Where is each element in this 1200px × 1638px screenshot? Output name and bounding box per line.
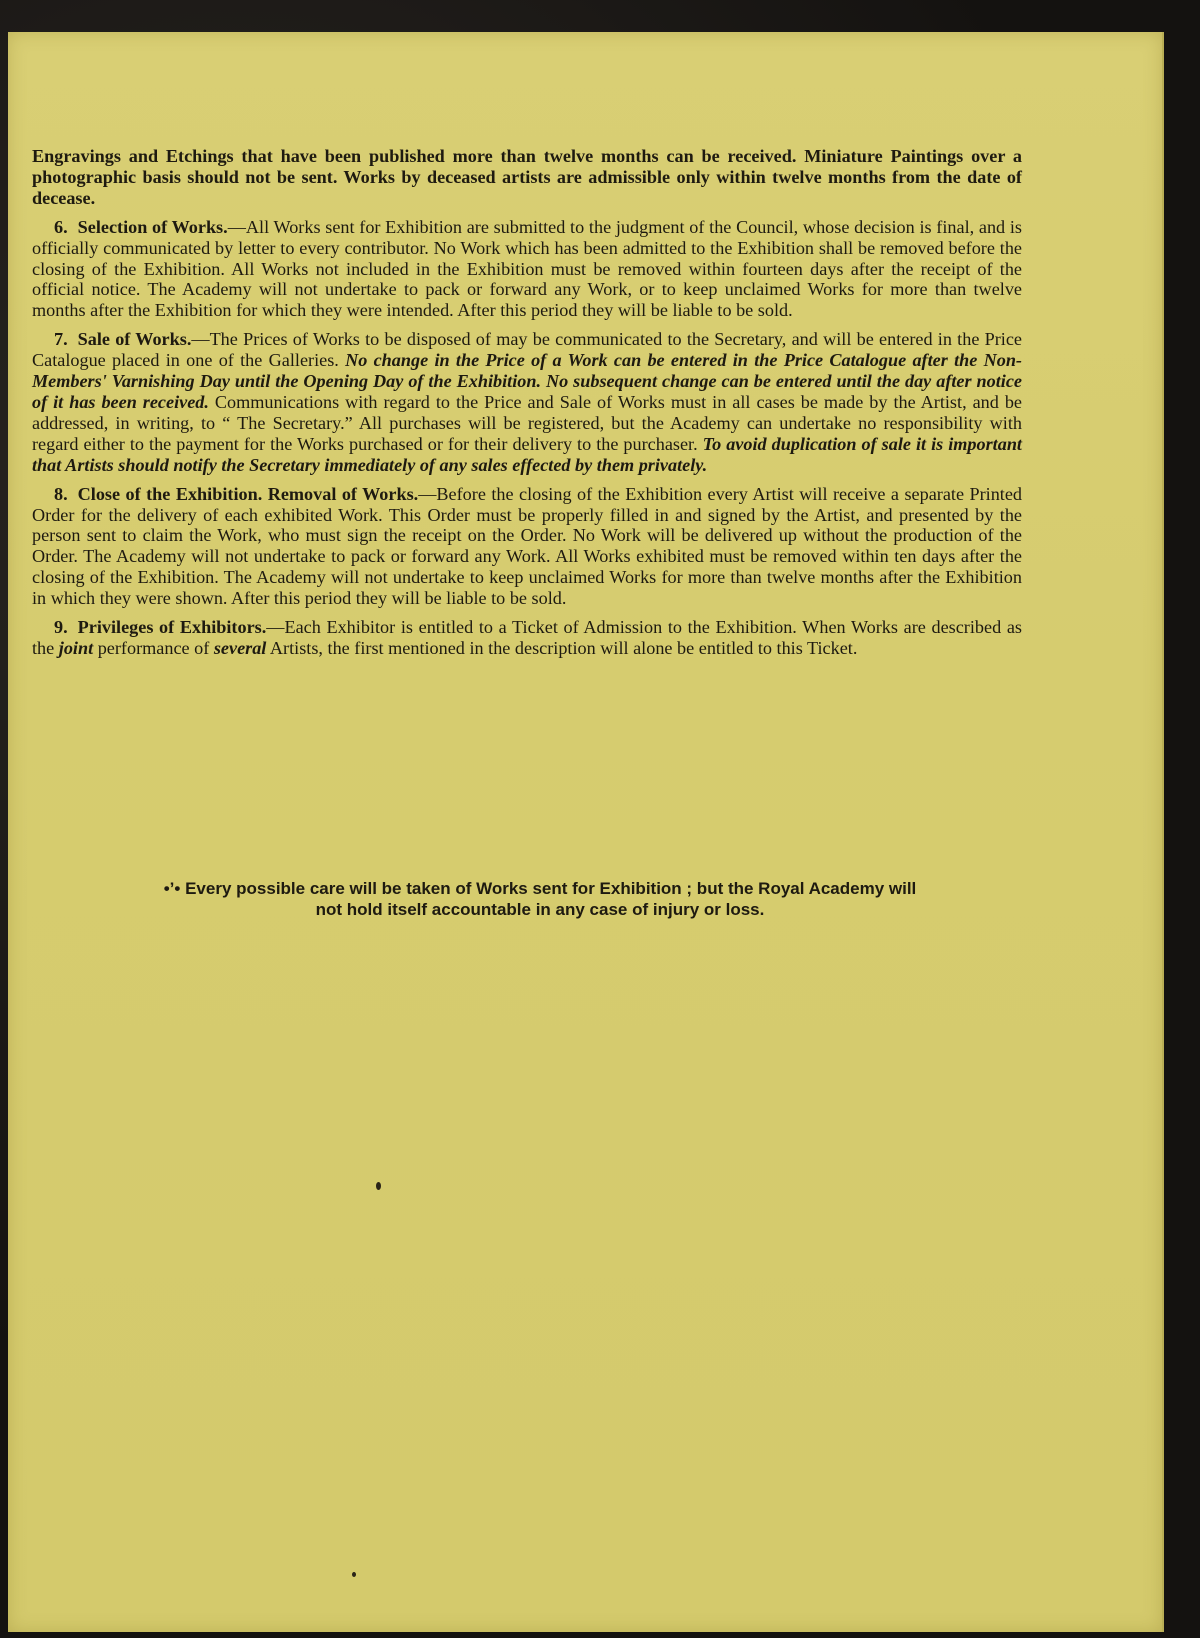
paragraph-number: 9. (54, 617, 68, 638)
paper-speck (376, 1182, 381, 1190)
paragraph-body: —Before the closing of the Exhibition every Artist will receive a separate Printed Order for the delivery of each exhibited Work. This Order must be properly filled in and signed by the Artist, and presented by the person sent to claim the Work, who must sign the receipt on the Order. No Work will be delivered up without the production of the Order. The Academy will not undertake to pack or forward any Work. All Works exhibited must be removed within ten days after the closing of the Exhibition. The Academy will not undertake to keep unclaimed Works for more than twelve months after the Exhibition in which they were shown. After this period they will be liable to be sold. (32, 483, 1023, 609)
paragraph-8 (32, 484, 1022, 609)
notice-line-1: •’• Every possible care will be taken of Works sent for Exhibition ; but the Royal Academy will (163, 879, 917, 898)
paragraph-italic: joint (58, 637, 94, 658)
paragraph-body: —Each Exhibitor is entitled to a Ticket of Admission to the Exhibition. When Works are described as the (32, 617, 1022, 658)
paragraph-italic: No change in the Price of a Work can be entered in the Price Catalogue after the Non-Members' Varnishing Day until the Opening Day of the Exhibition. No subsequent change can be entered until the day after notice of it has been received. (32, 350, 1022, 412)
paragraph-9 (32, 617, 1022, 659)
paragraph-heading: Sale of Works. (77, 329, 192, 350)
paragraph-italic: several (213, 637, 267, 658)
paragraph-heading: Privileges of Exhibitors. (77, 617, 267, 638)
document-page (8, 32, 1164, 1632)
notice-line-2: not hold itself accountable in any case of injury or loss. (315, 900, 765, 919)
intro-paragraph: Engravings and Etchings that have been published more than twelve months can be received. Miniature Paintings over a photographic basis should not be sent. Works by deceased artists are admissible only within twelve months from the date of decease. (32, 146, 1022, 208)
paragraph-number: 8. (54, 483, 68, 504)
paragraph-body: Communications with regard to the Price and Sale of Works must in all cases be made by the Artist, and be addressed, in writing, to “ The Secretary.” All purchases will be registered, but the Academy can undertake no responsibility with regard either to the payment for the Works purchased or for their delivery to the purchaser. (32, 391, 1022, 454)
paragraph-italic: To avoid duplication of sale it is important that Artists should notify the Secretary immediately of any sales effected by them privately. (32, 433, 1022, 475)
paragraph-6 (32, 217, 1022, 322)
paragraph-heading: Selection of Works. (77, 216, 228, 237)
notice-marker: •’• (163, 879, 181, 898)
paragraph-body: —The Prices of Works to be disposed of may be communicated to the Secretary, and will be entered in the Price Catalogue placed in one of the Galleries. (32, 329, 1022, 371)
paragraph-number: 6. (54, 216, 68, 237)
regulations-text (32, 146, 1022, 667)
paper-speck (352, 1572, 356, 1577)
paragraph-body: —All Works sent for Exhibition are submitted to the judgment of the Council, whose decision is final, and is officially communicated by letter to every contributor. No Work which has been admitted to the Exhibition shall be removed before the closing of the Exhibition. All Works not included in the Exhibition must be removed within fourteen days after the receipt of the official notice. The Academy will not undertake to pack or forward any Work, or to keep unclaimed Works for more than twelve months after the Exhibition for which they were intended. After this period they will be liable to be sold. (32, 216, 1022, 321)
paragraph-body: performance of (93, 637, 214, 658)
paragraph-number: 7. (54, 329, 68, 350)
paragraph-body: Artists, the first mentioned in the description will alone be entitled to this Ticket. (266, 637, 858, 658)
paragraph-heading: Close of the Exhibition. Removal of Works. (77, 483, 419, 504)
liability-notice (52, 878, 1028, 920)
paragraph-7 (32, 329, 1022, 475)
